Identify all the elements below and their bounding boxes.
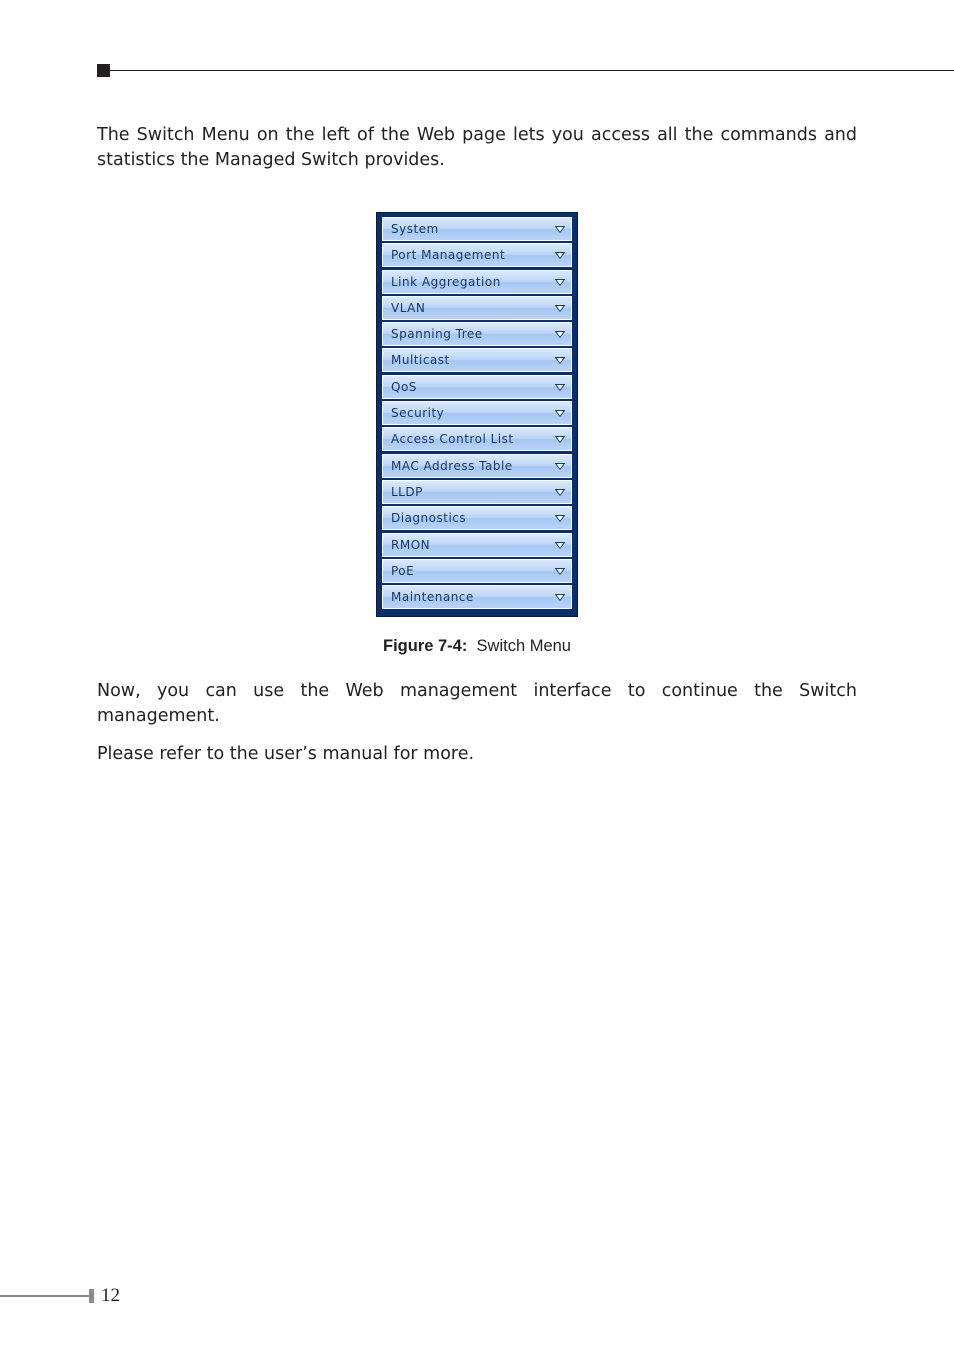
page-number: 12 xyxy=(101,1285,120,1306)
menu-item-label: RMON xyxy=(391,537,431,552)
menu-item-label: VLAN xyxy=(391,300,426,315)
refer-paragraph: Please refer to the user’s manual for more. xyxy=(97,744,475,764)
switch-menu xyxy=(376,212,578,617)
menu-item-label: MAC Address Table xyxy=(391,458,513,473)
figure-caption xyxy=(0,637,954,656)
menu-item-label: Access Control List xyxy=(391,432,514,447)
continue-paragraph: Now, you can use the Web management interface to continue the Switch management. xyxy=(97,681,857,726)
menu-item-label: Multicast xyxy=(391,353,450,368)
menu-item-rmon[interactable] xyxy=(382,533,572,557)
menu-item-spanning-tree[interactable] xyxy=(382,322,572,346)
menu-item-label: LLDP xyxy=(391,484,423,499)
menu-item-qos[interactable] xyxy=(382,375,572,399)
menu-item-label: Spanning Tree xyxy=(391,327,483,342)
menu-item-vlan[interactable] xyxy=(382,296,572,320)
chevron-down-icon xyxy=(555,410,565,417)
figure-caption-label: Figure 7-4: xyxy=(383,637,468,655)
figure-caption-text: Switch Menu xyxy=(476,637,571,655)
menu-item-mac-address-table[interactable] xyxy=(382,454,572,478)
chevron-down-icon xyxy=(555,305,565,312)
menu-item-label: Diagnostics xyxy=(391,511,467,526)
chevron-down-icon xyxy=(555,542,565,549)
menu-item-label: Security xyxy=(391,406,445,421)
footer-rule xyxy=(0,1295,90,1297)
chevron-down-icon xyxy=(555,331,565,338)
header-rule xyxy=(110,70,954,71)
chevron-down-icon xyxy=(555,515,565,522)
header-square-marker xyxy=(97,64,110,77)
menu-item-label: Port Management xyxy=(391,248,506,263)
chevron-down-icon xyxy=(555,463,565,470)
footer-tick xyxy=(89,1289,94,1303)
menu-item-lldp[interactable] xyxy=(382,480,572,504)
menu-item-label: Link Aggregation xyxy=(391,274,501,289)
intro-paragraph: The Switch Menu on the left of the Web page lets you access all the commands and statistics the Managed Switch provides. xyxy=(97,125,857,170)
menu-item-poe[interactable] xyxy=(382,559,572,583)
chevron-down-icon xyxy=(555,357,565,364)
menu-item-access-control-list[interactable] xyxy=(382,427,572,451)
chevron-down-icon xyxy=(555,489,565,496)
menu-item-security[interactable] xyxy=(382,401,572,425)
menu-item-port-management[interactable] xyxy=(382,243,572,267)
menu-item-label: Maintenance xyxy=(391,590,474,605)
menu-item-system[interactable] xyxy=(382,217,572,241)
menu-item-label: QoS xyxy=(391,379,417,394)
chevron-down-icon xyxy=(555,594,565,601)
menu-item-maintenance[interactable] xyxy=(382,585,572,609)
menu-item-diagnostics[interactable] xyxy=(382,506,572,530)
chevron-down-icon xyxy=(555,252,565,259)
menu-item-label: PoE xyxy=(391,563,415,578)
menu-item-link-aggregation[interactable] xyxy=(382,270,572,294)
chevron-down-icon xyxy=(555,436,565,443)
menu-item-label: System xyxy=(391,222,439,236)
chevron-down-icon xyxy=(555,384,565,391)
chevron-down-icon xyxy=(555,279,565,286)
chevron-down-icon xyxy=(555,568,565,575)
menu-item-multicast[interactable] xyxy=(382,348,572,372)
chevron-down-icon xyxy=(555,226,565,233)
